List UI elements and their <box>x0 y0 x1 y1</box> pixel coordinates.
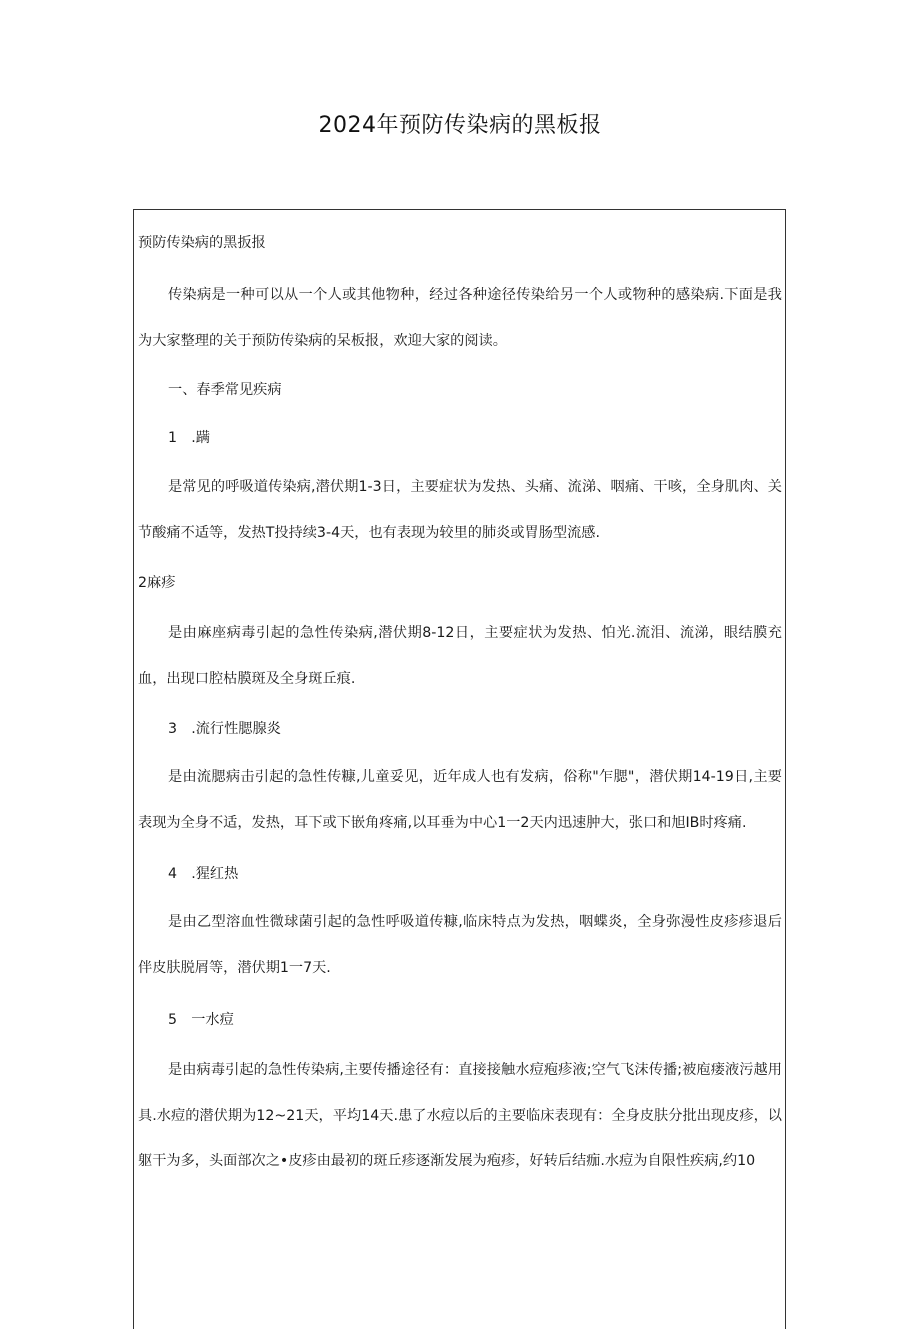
section-heading: 一、春季常见疾病 <box>168 382 282 398</box>
item-body-1: 是常见的呼吸道传染病,潜伏期1-3日，主要症状为发热、头痛、流涕、咽痛、干咳，全身肌肉、关节酸痛不适等，发热T投持续3-4天，也有表现为较里的肺炎或胃肠型流感. <box>138 479 782 541</box>
item-body-2: 是由麻座病毒引起的急性传染病,潜伏期8-12日，主要症状为发热、怕光.流泪、流涕，眼结膜充血，出现口腔枯膜斑及全身斑丘痕. <box>138 625 782 687</box>
document-content-box <box>133 209 786 1329</box>
item-heading-2: 2麻疹 <box>138 575 176 591</box>
document-title: 2024年预防传染病的黑板报 <box>318 113 602 138</box>
content-subtitle: 预防传染病的黑扳报 <box>138 235 266 251</box>
item-body-5: 是由病毒引起的急性传染病,主要传播途径有：直接接触水痘疱疹液;空气飞沫传播;被庖瘘液污越用具.水痘的潜伏期为12~21天，平均14天.患了水痘以后的主要临床表现有：全身皮肤分批出现皮疹，以躯干为多，头面部次之•皮疹由最初的斑丘疹逐渐发展为疱疹，好转后结痂.水痘为自限性疾病,约10 <box>138 1062 782 1169</box>
item-heading-3: 3 .流行性腮腺炎 <box>168 721 281 737</box>
item-heading-4: 4 .猩红热 <box>168 866 239 882</box>
item-heading-1: 1 .蹒 <box>168 430 210 446</box>
item-heading-5: 5 一水痘 <box>168 1012 234 1028</box>
intro-paragraph: 传染病是一种可以从一个人或其他物种，经过各种途径传染给另一个人或物种的感染病.下面是我为大家整理的关于预防传染病的呆板报，欢迎大家的阅读。 <box>138 287 782 349</box>
item-body-3: 是由流腮病击引起的急性传糠,儿童妥见，近年成人也有发病，俗称"乍腮"，潜伏期14-19日,主要表现为全身不适，发热，耳下或下嵌角疼痛,以耳垂为中心1一2天内迅速肿大，张口和旭IB时疼痛. <box>138 769 782 831</box>
item-body-4: 是由乙型溶血性微球菌引起的急性呼吸道传糠,临床特点为发热，咽蝶炎，全身弥漫性皮疹疹退后伴皮肤脱屑等，潜伏期1一7天. <box>138 914 782 976</box>
